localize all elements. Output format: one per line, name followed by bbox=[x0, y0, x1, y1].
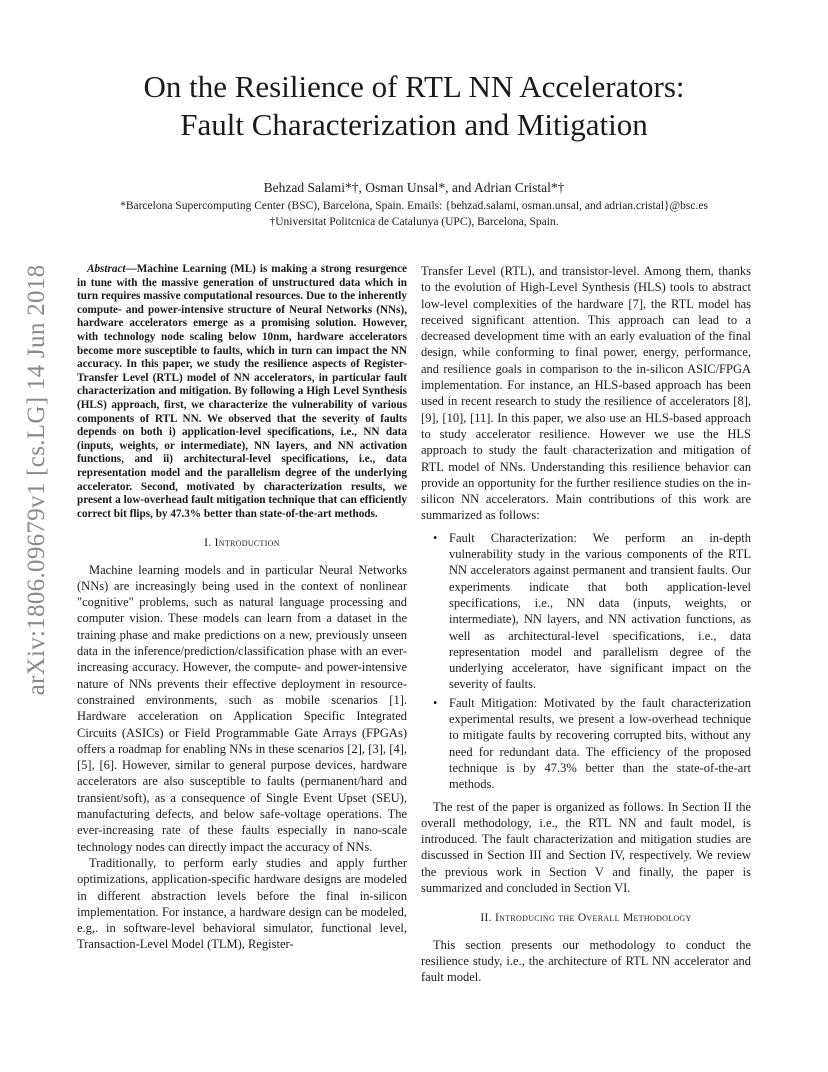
abstract-lead: Abstract bbox=[87, 263, 126, 275]
affiliations bbox=[50, 198, 778, 230]
intro-paragraph-4: The rest of the paper is organized as follows. In Section II the overall methodology, i.e., the RTL NN and fault model, is introduced. The fault characterization and mitigation studies are discussed in Section III and Section IV, respectively. We review the previous work in Section V and finally, the paper is summarized and concluded in Section VI. bbox=[421, 799, 751, 895]
methodology-paragraph-1: This section presents our methodology to conduct the resilience study, i.e., the architecture of RTL NN accelerator and fault model. bbox=[421, 937, 751, 985]
abstract-text: —Machine Learning (ML) is making a strong resurgence in tune with the massive generation of unstructured data which in turn requires massive computational resources. Due to the inherently compute- and power-intensive structure of Neural Networks (NNs), hardware accelerators emerge as a promising solution. However, with technology node scaling below 10nm, hardware accelerators become more susceptible to faults, which in turn can impact the NN accuracy. In this paper, we study the resilience aspects of Register-Transfer Level (RTL) model of NN accelerators, in particular fault characterization and mitigation. By following a High Level Synthesis (HLS) approach, first, we characterize the vulnerability of various components of RTL NN. We observed that the severity of faults depends on both i) application-level specifications, i.e., NN data (inputs, weights, or intermediate), NN layers, and NN activation functions, and ii) architectural-level specifications, i.e., data representation model and the parallelism degree of the underlying accelerator. Second, motivated by characterization results, we present a low-overhead fault mitigation technique that can efficiently correct bit flips, by 47.3% better than state-of-the-art methods. bbox=[77, 263, 407, 520]
author-list: Behzad Salami*†, Osman Unsal*, and Adrian Cristal*† bbox=[263, 180, 565, 195]
title-line-2: Fault Characterization and Mitigation bbox=[180, 107, 648, 142]
title-line-1: On the Resilience of RTL NN Accelerators: bbox=[143, 69, 685, 104]
right-column bbox=[421, 263, 751, 985]
list-item bbox=[433, 530, 751, 693]
left-column bbox=[77, 263, 407, 953]
arxiv-sidebar bbox=[22, 264, 52, 696]
contribution-fault-mitigation: Fault Mitigation: Motivated by the fault characterization experimental results, we present a low-overhead technique to mitigate faults by recovering corrupted bits, without any need for redundant data. The efficiency of the proposed technique is by 47.3% better than the state-of-the-art methods. bbox=[449, 695, 751, 792]
affiliation-upc: †Universitat Politcnica de Catalunya (UPC), Barcelona, Spain. bbox=[269, 216, 559, 228]
abstract bbox=[77, 263, 407, 521]
contribution-fault-characterization: Fault Characterization: We perform an in-depth vulnerability study in the various components of the RTL NN accelerators against permanent and transient faults. Our experiments indicate that both application-level specifications, i.e., NN data (inputs, weights, or intermediate), NN layers, and NN activation functions, as well as architectural-level specifications, i.e., data representation model and parallelism degree of the underlying accelerator, have significant impact on the severity of faults. bbox=[449, 530, 751, 692]
bullet-icon: • bbox=[433, 530, 438, 545]
bullet-icon: • bbox=[433, 695, 438, 710]
section-heading-introduction: I. Introduction bbox=[204, 537, 280, 550]
affiliation-bsc: *Barcelona Supercomputing Center (BSC), Barcelona, Spain. Emails: {behzad.salami, osman.unsal, and adrian.cristal}@bsc.es bbox=[120, 200, 708, 212]
section-heading-methodology: II. Introducing the Overall Methodology bbox=[480, 912, 692, 925]
intro-paragraph-1: Machine learning models and in particular Neural Networks (NNs) are increasingly being used in the context of nonlinear "cognitive" problems, such as natural language processing and computer vision. These models can learn from a dataset in the training phase and make predictions on a new, previously unseen data in the inference/prediction/classification phase with an ever-increasing accuracy. However, the compute- and power-intensive nature of NNs prevents their effective deployment in resource-constrained environments, such as mobile scenarios [1]. Hardware acceleration on Application Specific Integrated Circuits (ASICs) or Field Programmable Gate Arrays (FPGAs) offers a roadmap for enabling NNs in these scenarios [2], [3], [4], [5], [6]. However, similar to general purpose devices, hardware accelerators are also susceptible to faults (permanent/hard and transient/soft), as a consequence of Single Event Upset (SEU), manufacturing defects, and below safe-voltage operations. The ever-increasing rate of these faults especially in nano-scale technology nodes can directly impact the accuracy of NNs. bbox=[77, 562, 407, 854]
intro-paragraph-3: Transfer Level (RTL), and transistor-level. Among them, thanks to the evolution of High-Level Synthesis (HLS) tools to abstract low-level complexities of the hardware [7], the RTL model has received significant attention. This approach can lead to a decreased development time with an early evaluation of the final design, while conforming to final power, energy, performance, and resilience goals in comparison to the in-silicon ASIC/FPGA implementation. For instance, an HLS-based approach has been used in recent research to study the resilience of accelerators [8], [9], [10], [11]. In this paper, we also use an HLS-based approach to study accelerator resilience. However we use the HLS approach to study the fault characterization and mitigation of RTL model of NNs. Understanding this resilience behavior can provide an opportunity for the further resilience studies on the in-silicon NN accelerators. Main contributions of this work are summarized as follows: bbox=[421, 264, 751, 523]
arxiv-identifier: arXiv:1806.09679v1 [cs.LG] 14 Jun 2018 bbox=[23, 264, 50, 696]
intro-paragraph-2: Traditionally, to perform early studies and apply further optimizations, application-specific hardware designs are modeled in different abstraction levels before the final in-silicon implementation. For instance, a hardware design can be modeled, e.g,. in software-level behavioral simulator, functional level, Transaction-Level Model (TLM), Register- bbox=[77, 855, 407, 952]
paper-title bbox=[60, 68, 768, 144]
contributions-list bbox=[421, 530, 751, 793]
list-item bbox=[433, 695, 751, 793]
